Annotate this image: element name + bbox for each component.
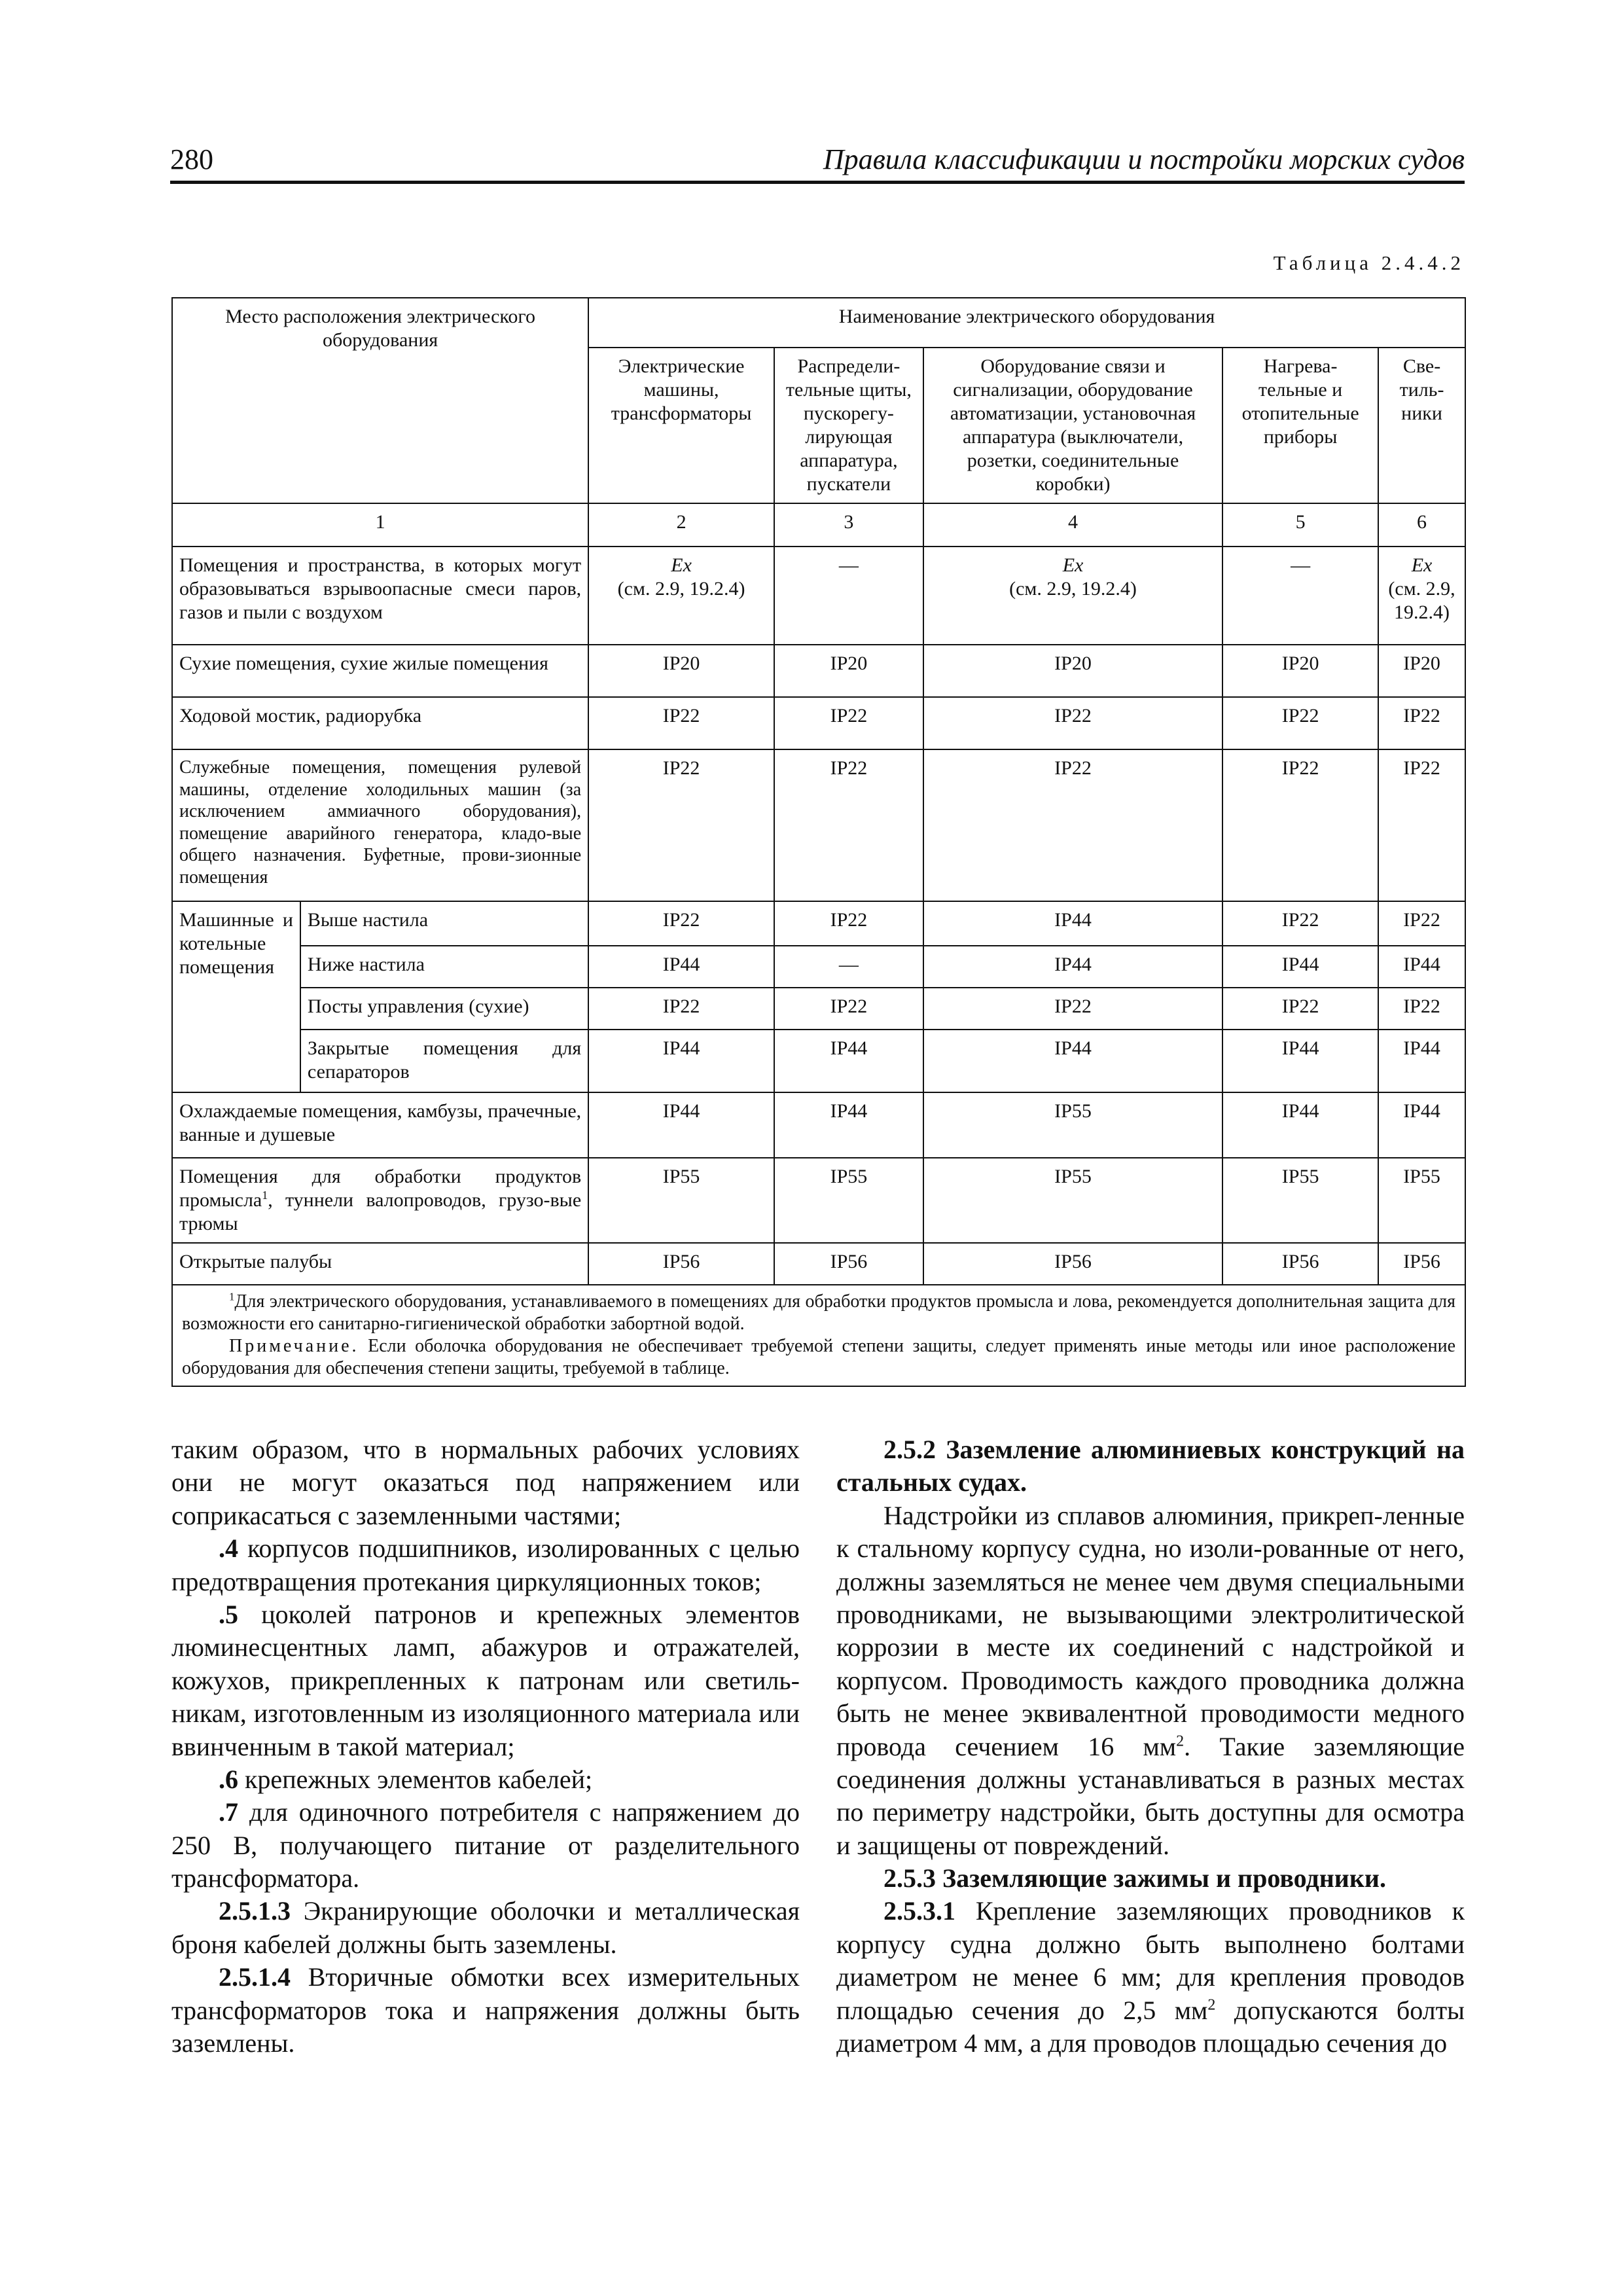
paragraph: таким образом, что в нормальных рабочих условиях они не могут оказаться под напряжением или соприкасаться с заземленными частями; (171, 1435, 800, 1530)
header-col-6: Све-тиль-ники (1378, 348, 1465, 503)
row-place-text: Помещения для обработки продуктов промысла (179, 1166, 582, 1211)
header-col-5: Нагрева-тельные и отопительные приборы (1222, 348, 1378, 503)
left-text-column (171, 1433, 800, 2060)
table-cell: IP22 (1222, 697, 1378, 749)
paragraph (171, 1532, 800, 1598)
paragraph-text: . Такие заземляющие соединения должны устанавливаться в разных местах по периметру надстройки, быть доступны для осмотра и защищены от повреждений. (836, 1731, 1465, 1860)
table-cell (923, 547, 1222, 645)
table-cell: IP20 (923, 645, 1222, 697)
superscript: 2 (1207, 1996, 1216, 2014)
table-row (172, 697, 1465, 749)
item-number: .6 (219, 1764, 238, 1794)
running-title: Правила классификации и постройки морских судов (823, 143, 1465, 175)
page-number: 280 (170, 143, 213, 175)
table-cell: IP20 (1222, 645, 1378, 697)
paragraph-text: крепежных элементов кабелей; (238, 1764, 593, 1794)
table-cell: — (1222, 547, 1378, 645)
table-cell: IP22 (923, 697, 1222, 749)
header-place: Место расположения электрического оборудования (172, 298, 588, 503)
table-cell (1378, 547, 1465, 645)
row-place: Ходовой мостик, радиорубка (172, 697, 588, 749)
paragraph-text: Крепление заземляющих проводников к корпусу судна должно быть выполнено болтами диаметром не менее 6 мм; для крепления проводов площадью сечения до 2,5 мм (836, 1896, 1465, 2025)
column-number: 1 (172, 503, 588, 547)
paragraph (171, 1895, 800, 1961)
table-cell: IP56 (1378, 1243, 1465, 1285)
paragraph-text: допускаются болты диаметром 4 мм, а для проводов площадью сечения до (836, 1995, 1465, 2058)
table-cell: IP44 (1222, 1092, 1378, 1158)
table-cell: IP22 (1378, 749, 1465, 901)
paragraph (171, 1598, 800, 1763)
section-number: 2.5.3.1 (883, 1896, 955, 1926)
table-row (172, 645, 1465, 697)
table-row (172, 749, 1465, 901)
ex-mark: Ex (1411, 554, 1433, 576)
paragraph-text: Вторичные обмотки всех измерительных трансформаторов тока и напряжения должны быть заземлены. (171, 1962, 800, 2058)
table-row (172, 988, 1465, 1030)
table-cell: IP44 (923, 946, 1222, 988)
item-number: .5 (219, 1599, 238, 1629)
table-cell: IP44 (1378, 946, 1465, 988)
table-cell: IP44 (588, 1030, 774, 1092)
table-cell: IP20 (588, 645, 774, 697)
table-cell: IP22 (588, 697, 774, 749)
page-header (170, 143, 1465, 184)
paragraph-text: Надстройки из сплавов алюминия, прикреп-ленные к стальному корпусу судна, но изоли-рованные от него, должны заземляться не менее чем двумя специальными проводниками, не вызывающими электролитической коррозии в месте их соединений с надстройкой и корпусом. Проводимость каждого проводника должна быть не менее эквивалентной проводимости медного провода сечением 16 мм (836, 1500, 1465, 1761)
footnote-ref: 1 (262, 1189, 268, 1202)
table-cell: IP22 (588, 988, 774, 1030)
row-place-text: , туннели валопроводов, грузо-вые трюмы (179, 1189, 582, 1234)
table-cell: IP44 (774, 1092, 923, 1158)
table-notes (172, 1285, 1465, 1386)
header-equipment: Наименование электрического оборудования (588, 298, 1465, 348)
table-caption: Таблица 2.4.4.2 (1273, 251, 1465, 274)
table-cell: IP56 (923, 1243, 1222, 1285)
table-row (172, 547, 1465, 645)
table-cell: IP55 (588, 1158, 774, 1243)
table-cell: IP55 (1378, 1158, 1465, 1243)
row-place (172, 1158, 588, 1243)
column-number: 3 (774, 503, 923, 547)
paragraph (836, 1499, 1465, 1862)
footnote (182, 1291, 1455, 1335)
table-cell: IP44 (923, 901, 1222, 946)
note-label: Примечание. (229, 1336, 359, 1357)
row-place: Помещения и пространства, в которых могут образовываться взрывоопасные смеси паров, газов и пыли с воздухом (172, 547, 588, 645)
table-cell: IP20 (774, 645, 923, 697)
table-cell: IP22 (588, 749, 774, 901)
cell-ref: (см. 2.9, 19.2.4) (1388, 578, 1455, 623)
column-number: 4 (923, 503, 1222, 547)
table-cell: IP22 (588, 901, 774, 946)
column-number: 2 (588, 503, 774, 547)
table-cell: IP55 (1222, 1158, 1378, 1243)
table-cell: IP44 (588, 1092, 774, 1158)
paragraph (171, 1961, 800, 2060)
table-cell: IP20 (1378, 645, 1465, 697)
column-number: 6 (1378, 503, 1465, 547)
table-cell: IP22 (923, 988, 1222, 1030)
row-place: Служебные помещения, помещения рулевой машины, отделение холодильных машин (за исключением аммиачного оборудования), помещение аварийного генератора, кладо-вые общего назначения. Буфетные, прови-зионные помещения (172, 749, 588, 901)
table-cell: IP22 (774, 988, 923, 1030)
table-cell: IP22 (1222, 901, 1378, 946)
row-place: Закрытые помещения для сепараторов (300, 1030, 588, 1092)
footnote-mark: 1 (229, 1290, 235, 1303)
table-cell (588, 547, 774, 645)
row-place: Выше настила (300, 901, 588, 946)
table-row (172, 1243, 1465, 1285)
cell-ref: (см. 2.9, 19.2.4) (1009, 578, 1137, 600)
table-cell: — (774, 946, 923, 988)
equipment-protection-table (171, 297, 1466, 1387)
table-cell: IP22 (1222, 988, 1378, 1030)
header-col-3: Распредели-тельные щиты, пускорегу-лирующая аппаратура, пускатели (774, 348, 923, 503)
table-cell: IP22 (1378, 901, 1465, 946)
table-cell: IP55 (774, 1158, 923, 1243)
table-cell: IP55 (923, 1158, 1222, 1243)
table-cell: IP22 (1378, 697, 1465, 749)
section-number: 2.5.1.4 (219, 1962, 291, 1992)
row-place: Сухие помещения, сухие жилые помещения (172, 645, 588, 697)
table-cell: IP44 (774, 1030, 923, 1092)
table-row (172, 1158, 1465, 1243)
table-cell: IP56 (1222, 1243, 1378, 1285)
item-number: .4 (219, 1534, 238, 1564)
row-place: Ниже настила (300, 946, 588, 988)
paragraph (171, 1796, 800, 1895)
row-place: Открытые палубы (172, 1243, 588, 1285)
cell-ref: (см. 2.9, 19.2.4) (617, 578, 745, 600)
note (182, 1335, 1455, 1380)
row-place: Охлаждаемые помещения, камбузы, прачечные, ванные и душевые (172, 1092, 588, 1158)
table-cell: IP56 (774, 1243, 923, 1285)
table-row (172, 1092, 1465, 1158)
row-place: Посты управления (сухие) (300, 988, 588, 1030)
paragraph (171, 1763, 800, 1796)
machinery-group-label: Машинные и котельные помещения (172, 901, 300, 1092)
header-col-4: Оборудование связи и сигнализации, оборудование автоматизации, установочная аппаратура (выключатели, розетки, соединительные коробки) (923, 348, 1222, 503)
table-cell: IP56 (588, 1243, 774, 1285)
table-row (172, 946, 1465, 988)
paragraph-text: для одиночного потребителя с напряжением до 250 В, получающего питание от разделительного трансформатора. (171, 1797, 800, 1893)
table-cell: IP22 (1222, 749, 1378, 901)
section-heading: 2.5.3 Заземляющие зажимы и проводники. (883, 1863, 1386, 1893)
table-cell: IP22 (774, 901, 923, 946)
paragraph-text: корпусов подшипников, изолированных с целью предотвращения протекания циркуляционных токов; (171, 1534, 800, 1596)
item-number: .7 (219, 1797, 238, 1827)
table-cell: IP44 (923, 1030, 1222, 1092)
right-text-column (836, 1433, 1465, 2060)
table-cell: IP22 (1378, 988, 1465, 1030)
table-cell: IP44 (1378, 1092, 1465, 1158)
note-text: Если оболочка оборудования не обеспечивает требуемой степени защиты, следует применять иные методы или иное расположение оборудования для обеспечения степени защиты, требуемой в таблице. (182, 1336, 1456, 1379)
column-number: 5 (1222, 503, 1378, 547)
table-row (172, 1030, 1465, 1092)
paragraph-text: цоколей патронов и крепежных элементов люминесцентных ламп, абажуров и отражателей, кожухов, прикрепленных к патронам или светиль-никам, изготовленным из изоляционного материала или ввинченным в такой материал; (171, 1599, 800, 1761)
header-col-2: Электрические машины, трансформаторы (588, 348, 774, 503)
table-cell: IP44 (1222, 946, 1378, 988)
table-cell: IP44 (1378, 1030, 1465, 1092)
section-number: 2.5.1.3 (219, 1896, 291, 1926)
paragraph-text: Экранирующие оболочки и металлическая броня кабелей должны быть заземлены. (171, 1896, 800, 1959)
table-cell: IP44 (1222, 1030, 1378, 1092)
table-cell: IP44 (588, 946, 774, 988)
ex-mark: Ex (671, 554, 692, 576)
table-row (172, 901, 1465, 946)
section-heading: 2.5.2 Заземление алюминиевых конструкций на стальных судах. (836, 1435, 1465, 1498)
table-cell: IP22 (774, 749, 923, 901)
table-cell: IP22 (923, 749, 1222, 901)
ex-mark: Ex (1062, 554, 1084, 576)
table-cell: — (774, 547, 923, 645)
paragraph (836, 1895, 1465, 2060)
table-cell: IP22 (774, 697, 923, 749)
footnote-text: Для электрического оборудования, устанавливаемого в помещениях для обработки продуктов промысла и лова, рекомендуется дополнительная защита для возможности его санитарно-гигиенической обработки забортной водой. (182, 1291, 1455, 1335)
superscript: 2 (1176, 1732, 1185, 1750)
table-cell: IP55 (923, 1092, 1222, 1158)
